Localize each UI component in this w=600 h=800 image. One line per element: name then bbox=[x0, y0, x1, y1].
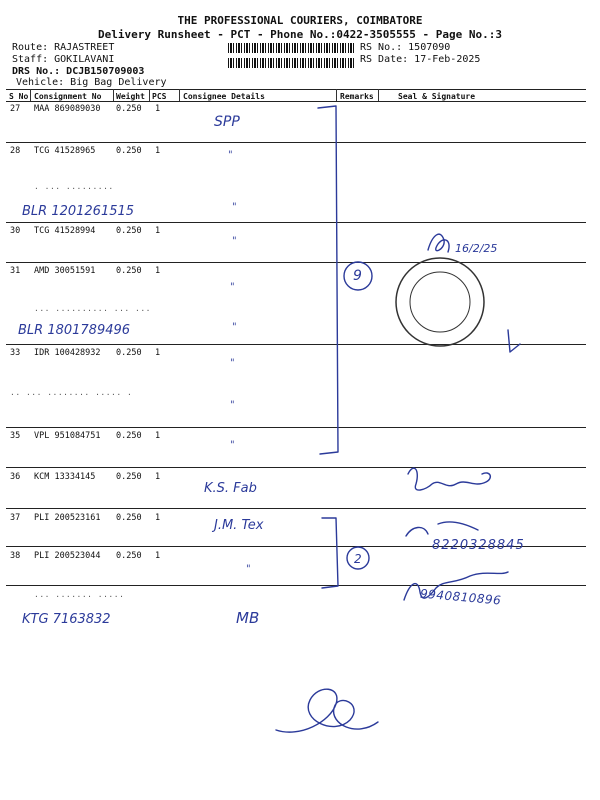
row-weight: 0.250 bbox=[116, 146, 142, 156]
row-pcs: 1 bbox=[155, 513, 161, 523]
row-sno: 37 bbox=[10, 513, 21, 523]
row-weight: 0.250 bbox=[116, 348, 142, 358]
handwritten-spp: SPP bbox=[214, 114, 240, 130]
row-pcs: 1 bbox=[155, 226, 161, 236]
obscured-row: ·· ··· ········ ····· · bbox=[10, 390, 133, 399]
row-sno: 33 bbox=[10, 348, 21, 358]
row-consignment: TCG 41528994 bbox=[34, 226, 96, 236]
row-sno: 31 bbox=[10, 266, 21, 276]
col-sno: S No bbox=[9, 92, 29, 101]
row-pcs: 1 bbox=[155, 348, 161, 358]
circled-count-9: 9 bbox=[353, 268, 362, 284]
ditto-mark: " bbox=[228, 150, 233, 161]
row-sno: 38 bbox=[10, 551, 21, 561]
row-pcs: 1 bbox=[155, 551, 161, 561]
col-pcs: PCS bbox=[152, 92, 167, 101]
ditto-mark: " bbox=[230, 440, 235, 451]
handwritten-jm-tex: J.M. Tex bbox=[214, 518, 264, 533]
ditto-mark: " bbox=[230, 282, 235, 293]
handwritten-date: 16/2/25 bbox=[455, 242, 498, 255]
row-weight: 0.250 bbox=[116, 513, 142, 523]
col-consignee: Consignee Details bbox=[183, 92, 265, 101]
company-title: THE PROFESSIONAL COURIERS, COIMBATORE bbox=[177, 14, 423, 27]
row-consignment: AMD 30051591 bbox=[34, 266, 96, 276]
stamp-inner-icon bbox=[410, 272, 470, 332]
handwritten-phone-1: 8220328845 bbox=[432, 538, 525, 553]
runsheet-subtitle: Delivery Runsheet - PCT - Phone No.:0422-3505555 - Page No.:3 bbox=[98, 28, 502, 41]
row-pcs: 1 bbox=[155, 472, 161, 482]
col-remarks: Remarks bbox=[340, 92, 374, 101]
row-consignment: PLI 200523161 bbox=[34, 513, 101, 523]
col-seal: Seal & Signature bbox=[398, 92, 476, 101]
row-sno: 35 bbox=[10, 431, 21, 441]
bracket-small-icon bbox=[322, 518, 338, 588]
obscured-row: ··· ·········· ··· ··· bbox=[34, 306, 151, 315]
row-weight: 0.250 bbox=[116, 266, 142, 276]
row-pcs: 1 bbox=[155, 104, 161, 114]
signature-2-icon bbox=[408, 468, 490, 490]
stamp-outer-icon bbox=[396, 258, 484, 346]
circled-count-2: 2 bbox=[354, 552, 362, 566]
row-consignment: VPL 951084751 bbox=[34, 431, 101, 441]
signature-large-icon bbox=[276, 689, 378, 732]
row-pcs: 1 bbox=[155, 146, 161, 156]
handwritten-mb: MB bbox=[236, 609, 260, 627]
ditto-mark: " bbox=[232, 322, 237, 333]
row-consignment: MAA 869089030 bbox=[34, 104, 101, 114]
ditto-mark: " bbox=[230, 400, 235, 411]
handwritten-blr-2: BLR 1801789496 bbox=[18, 323, 131, 338]
row-consignment: TCG 41528965 bbox=[34, 146, 96, 156]
check-mark-icon bbox=[508, 330, 520, 352]
signature-4-icon bbox=[404, 572, 508, 600]
row-sno: 27 bbox=[10, 104, 21, 114]
row-weight: 0.250 bbox=[116, 226, 142, 236]
handwritten-phone-2: 9940810896 bbox=[419, 586, 502, 608]
obscured-row: · ··· ········· bbox=[34, 184, 114, 193]
handwritten-ktg: KTG 7163832 bbox=[22, 612, 111, 627]
staff-label: Staff: GOKILAVANI bbox=[12, 54, 115, 65]
col-consignment: Consignment No bbox=[34, 92, 102, 101]
vehicle-label: Vehicle: Big Bag Delivery bbox=[16, 77, 167, 88]
circle-2-icon bbox=[347, 547, 369, 569]
row-consignment: IDR 100428932 bbox=[34, 348, 101, 358]
ditto-mark: " bbox=[246, 564, 251, 575]
circle-9-icon bbox=[344, 262, 372, 290]
ditto-mark: " bbox=[232, 236, 237, 247]
rs-number: RS No.: 1507090 bbox=[360, 42, 451, 53]
row-pcs: 1 bbox=[155, 431, 161, 441]
row-pcs: 1 bbox=[155, 266, 161, 276]
signature-1-icon bbox=[428, 234, 449, 252]
signature-3-icon bbox=[406, 522, 478, 536]
row-consignment: KCM 13334145 bbox=[34, 472, 96, 482]
row-weight: 0.250 bbox=[116, 551, 142, 561]
row-weight: 0.250 bbox=[116, 104, 142, 114]
row-sno: 36 bbox=[10, 472, 21, 482]
drs-number: DRS No.: DCJB150709003 bbox=[12, 66, 145, 77]
ditto-mark: " bbox=[230, 358, 235, 369]
row-weight: 0.250 bbox=[116, 472, 142, 482]
handwritten-blr-1: BLR 1201261515 bbox=[22, 204, 135, 219]
row-weight: 0.250 bbox=[116, 431, 142, 441]
row-sno: 28 bbox=[10, 146, 21, 156]
route-label: Route: RAJASTREET bbox=[12, 42, 115, 53]
row-consignment: PLI 200523044 bbox=[34, 551, 101, 561]
col-weight: Weight bbox=[116, 92, 145, 101]
handwritten-ks-fab: K.S. Fab bbox=[204, 481, 257, 496]
obscured-row: ··· ······· ····· bbox=[34, 592, 125, 601]
rs-date: RS Date: 17-Feb-2025 bbox=[360, 54, 481, 65]
ditto-mark: " bbox=[232, 202, 237, 213]
row-sno: 30 bbox=[10, 226, 21, 236]
bracket-large-icon bbox=[318, 106, 338, 454]
